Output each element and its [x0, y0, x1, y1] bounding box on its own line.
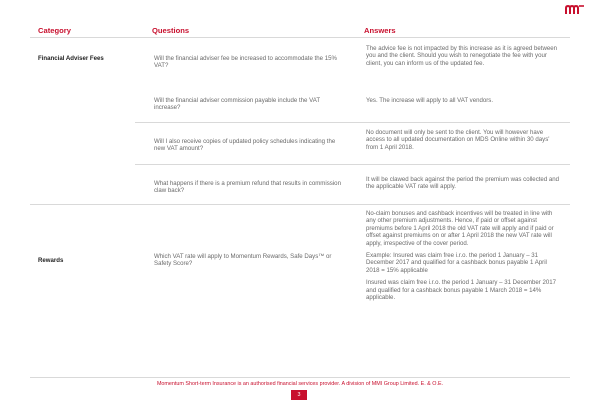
- divider: [30, 377, 570, 378]
- row-answer: [366, 176, 560, 196]
- footer-disclaimer: Momentum Short-term Insurance is an authorised financial services provider. A division of MMI Group Limited. E. & O.E.: [156, 381, 444, 387]
- row-question: What happens if there is a premium refund that results in commission claw back?: [154, 180, 341, 195]
- answer-paragraph: No-claim bonuses and cashback incentives will be treated in line with any other premium adjustments. Hence, if paid or offset against premiums before 1 April 2018 the old VAT rate will apply and if paid or offset against premiums on or after 1 April 2018 the new VAT rate will apply, irrespective of the cover period.: [366, 210, 554, 247]
- table-header: [30, 20, 570, 34]
- row-answer: [366, 129, 560, 156]
- answer-paragraph: Example: Insured was claim free i.r.o. the period 1 January – 31 December 2017 and qualified for a cashback bonus payable 1 April 2018 = 15% applicable: [366, 252, 547, 274]
- row-answer: [366, 97, 560, 109]
- row-question: Will the financial adviser commission payable include the VAT increase?: [154, 97, 320, 112]
- answer-paragraph: Insured was claim free i.r.o. the period 1 January – 31 December 2017 and qualified for a cashback bonus payable 1 March 2018 = 14% applicable.: [366, 279, 557, 302]
- page-number: 3: [291, 390, 307, 400]
- row-question: Which VAT rate will apply to Momentum Rewards, Safe Days™ or Safety Score?: [154, 253, 332, 268]
- row-answer: [366, 45, 560, 72]
- divider: [30, 204, 570, 205]
- answer-paragraph: Yes. The increase will apply to all VAT vendors.: [366, 97, 494, 104]
- divider: [30, 37, 570, 38]
- answer-paragraph: The advice fee is not impacted by this increase as it is agreed between you and the client. Should you wish to renegotiate the fee with your client, you can inform us of the updated fee.: [366, 45, 558, 67]
- row-category: Financial Adviser Fees: [38, 55, 104, 62]
- category-header: Category: [38, 26, 71, 35]
- questions-header: Questions: [152, 26, 190, 35]
- row-question: Will the financial adviser fee be increased to accommodate the 15% VAT?: [154, 55, 337, 70]
- momentum-logo-icon: [564, 4, 586, 16]
- divider: [135, 164, 570, 165]
- answer-paragraph: It will be clawed back against the period the premium was collected and the applicable VAT rate will apply.: [366, 176, 560, 191]
- answer-paragraph: No document will only be sent to the client. You will however have access to all updated documentation on MDS Online within 30 days' from 1 April 2018.: [366, 129, 550, 151]
- answers-header: Answers: [364, 26, 396, 35]
- row-category: Rewards: [38, 257, 64, 264]
- row-answer: [366, 210, 560, 306]
- row-question: Will I also receive copies of updated policy schedules indicating the new VAT amount?: [154, 138, 336, 153]
- divider: [135, 122, 570, 123]
